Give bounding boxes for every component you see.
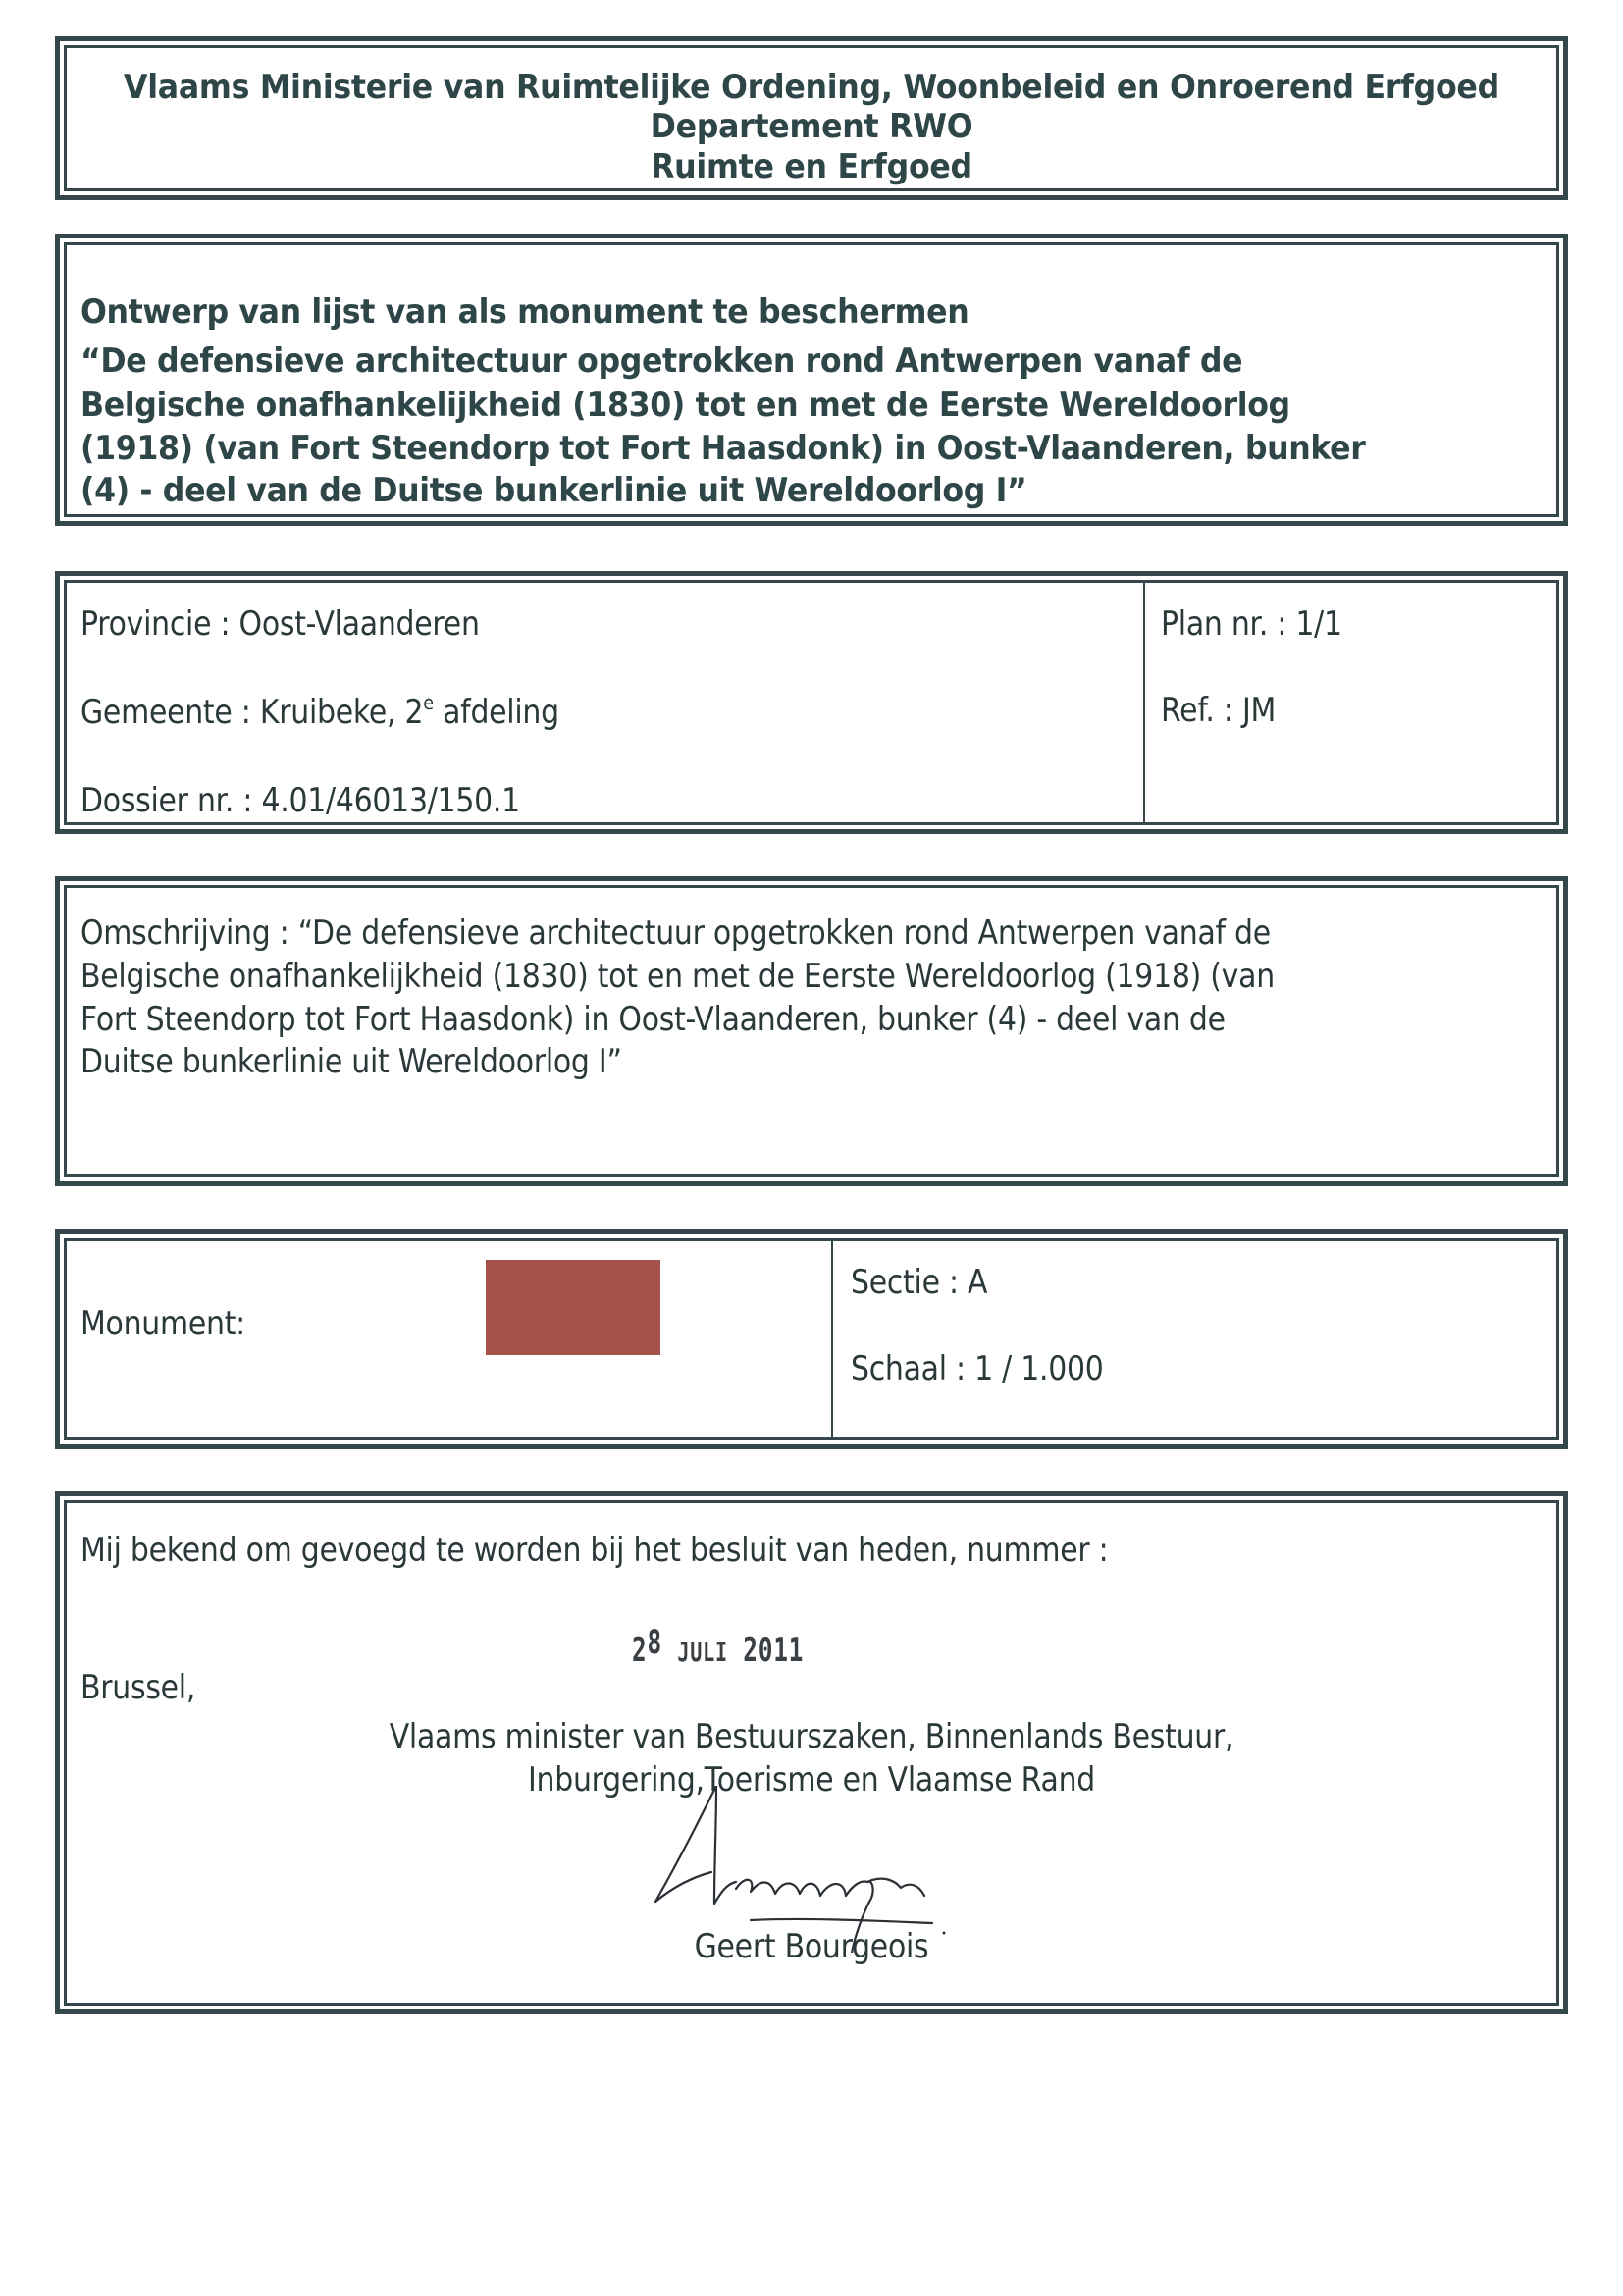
dossier-number: Dossier nr. : 4.01/46013/150.1	[80, 781, 520, 820]
title-subject-line-3: (1918) (van Fort Steendorp tot Fort Haasdonk) in Oost-Vlaanderen, bunker	[80, 429, 1366, 468]
division-name: Ruimte en Erfgoed	[651, 147, 972, 186]
approval-statement: Mij bekend om gevoegd te worden bij het besluit van heden, nummer :	[80, 1531, 1109, 1570]
description-line-2: Belgische onafhankelijkheid (1830) tot en met de Eerste Wereldoorlog (1918) (van	[80, 957, 1275, 996]
provincie-field: Provincie : Oost-Vlaanderen	[80, 604, 480, 644]
department-name: Departement RWO	[650, 107, 973, 146]
plan-number: Plan nr. : 1/1	[1161, 604, 1342, 644]
title-heading: Ontwerp van lijst van als monument te beschermen	[80, 292, 969, 332]
document-title-box	[55, 234, 1568, 526]
description-line-4: Duitse bunkerlinie uit Wereldoorlog I”	[80, 1042, 622, 1081]
title-subject-line-1: “De defensieve architectuur opgetrokken rond Antwerpen vanaf de	[80, 341, 1243, 381]
gemeente-suffix: afdeling	[433, 693, 559, 732]
description-box	[55, 876, 1568, 1186]
monument-label: Monument:	[80, 1304, 246, 1343]
date-stamp	[632, 1623, 805, 1670]
date-month: JULI	[677, 1636, 728, 1668]
column-divider	[1143, 583, 1145, 822]
location-info-box	[55, 571, 1568, 834]
place-label: Brussel,	[80, 1668, 196, 1707]
date-day-digit-1: 2	[632, 1631, 648, 1670]
reference: Ref. : JM	[1161, 691, 1277, 730]
gemeente-field	[80, 693, 559, 732]
description-line-1: Omschrijving : “De defensieve architectuur opgetrokken rond Antwerpen vanaf de	[80, 913, 1271, 953]
handwritten-signature	[589, 1786, 1138, 1953]
description-line-3: Fort Steendorp tot Fort Haasdonk) in Oost-Vlaanderen, bunker (4) - deel van de	[80, 1000, 1226, 1039]
title-subject-line-2: Belgische onafhankelijkheid (1830) tot en met de Eerste Wereldoorlog	[80, 386, 1290, 425]
sectie-field: Sectie : A	[851, 1263, 988, 1302]
date-day-digit-2: 8	[647, 1623, 662, 1662]
schaal-field: Schaal : 1 / 1.000	[851, 1349, 1104, 1388]
date-year: 2011	[743, 1631, 805, 1670]
ministry-name: Vlaams Ministerie van Ruimtelijke Ordening, Woonbeleid en Onroerend Erfgoed	[124, 68, 1499, 107]
signature-dot	[943, 1932, 946, 1935]
monument-legend-swatch	[486, 1260, 660, 1355]
column-divider	[831, 1241, 833, 1437]
ministry-header-box	[55, 36, 1568, 200]
title-subject-line-4: (4) - deel van de Duitse bunkerlinie uit Wereldoorlog I”	[80, 471, 1027, 510]
minister-title-line-1: Vlaams minister van Bestuurszaken, Binnenlands Bestuur,	[389, 1717, 1234, 1756]
monument-box	[55, 1229, 1568, 1449]
gemeente-prefix: Gemeente : Kruibeke, 2	[80, 693, 424, 732]
signatory-name: Geert Bourgeois	[694, 1927, 929, 1966]
minister-title-line-2: Inburgering,Toerisme en Vlaamse Rand	[527, 1760, 1096, 1800]
gemeente-superscript: e	[423, 691, 434, 714]
